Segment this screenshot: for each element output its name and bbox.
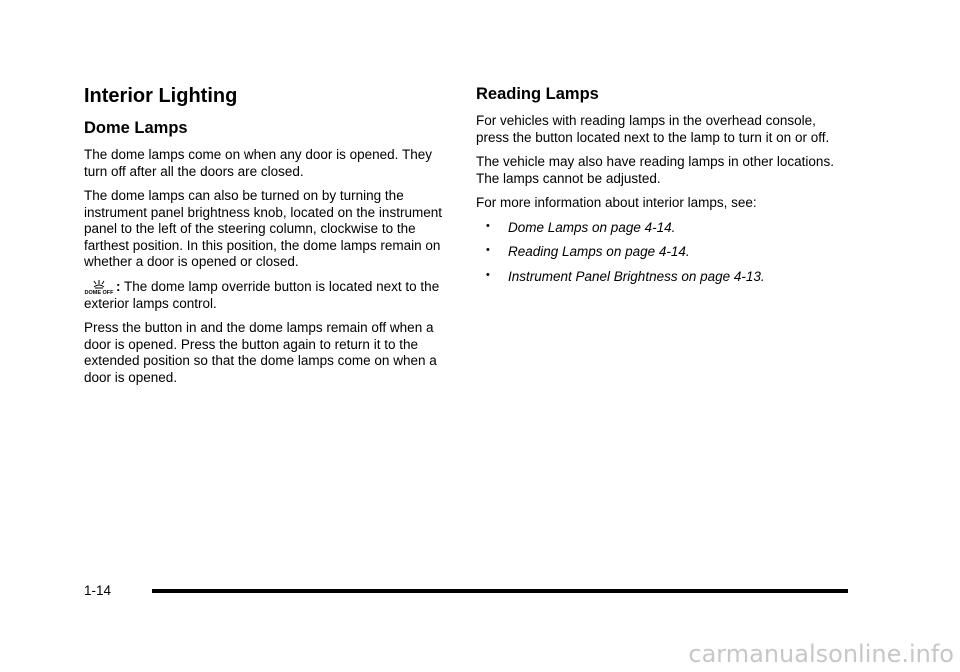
reference-link[interactable]: Instrument Panel Brightness on page 4-13	[508, 268, 761, 284]
dome-lamps-paragraph-1: The dome lamps come on when any door is opened. They turn off after all the doors are closed.	[84, 147, 432, 179]
reference-item[interactable]	[476, 269, 848, 286]
bullet-icon: •	[486, 244, 490, 256]
dome-lamps-paragraph-2: The dome lamps can also be turned on by turning the instrument panel brightness knob, located on the instrument panel to the left of the steering column, clockwise to the farthest position. In this position, the dome lamps remain on whether a door is opened or closed.	[84, 188, 442, 269]
reading-lamps-paragraph-1: For vehicles with reading lamps in the overhead console, press the button located next to the lamp to turn it on or off.	[476, 113, 830, 145]
reference-list	[476, 220, 848, 286]
reading-lamps-paragraph-3: For more information about interior lamps, see:	[476, 195, 757, 210]
reference-link[interactable]: Reading Lamps on page 4-14	[508, 244, 686, 259]
reading-lamps-paragraph-2: The vehicle may also have reading lamps in other locations. The lamps cannot be adjusted.	[476, 154, 834, 186]
dome-lamps-paragraph-4: Press the button in and the dome lamps remain off when a door is opened. Press the button again to return it to the extended position so that the dome lamps come on when a door is opened.	[84, 320, 437, 385]
reference-link[interactable]: Dome Lamps on page 4-14	[508, 219, 672, 235]
symbol-colon: :	[116, 278, 121, 294]
bullet-icon: •	[486, 268, 490, 281]
bullet-icon: •	[486, 219, 490, 232]
subsection-title-reading-lamps: Reading Lamps	[476, 85, 599, 103]
reference-suffix: .	[760, 268, 765, 284]
watermark: carmanualsonline.info	[688, 640, 954, 668]
reference-item[interactable]	[476, 220, 848, 237]
left-column	[84, 80, 452, 394]
page-number: 1-14	[84, 583, 112, 598]
section-title: Interior Lighting	[84, 85, 238, 107]
dome-off-icon-label: DOME OFF	[84, 289, 114, 296]
reference-item[interactable]	[476, 244, 848, 261]
dome-override-paragraph	[84, 279, 452, 313]
dome-off-icon	[84, 279, 114, 296]
dome-override-text: The dome lamp override button is located next to the exterior lamps control.	[84, 278, 440, 311]
footer-rule	[152, 589, 848, 593]
reference-suffix: .	[685, 244, 690, 259]
subsection-title-dome-lamps: Dome Lamps	[84, 119, 188, 137]
reference-suffix: .	[671, 219, 676, 235]
right-column	[476, 80, 848, 293]
